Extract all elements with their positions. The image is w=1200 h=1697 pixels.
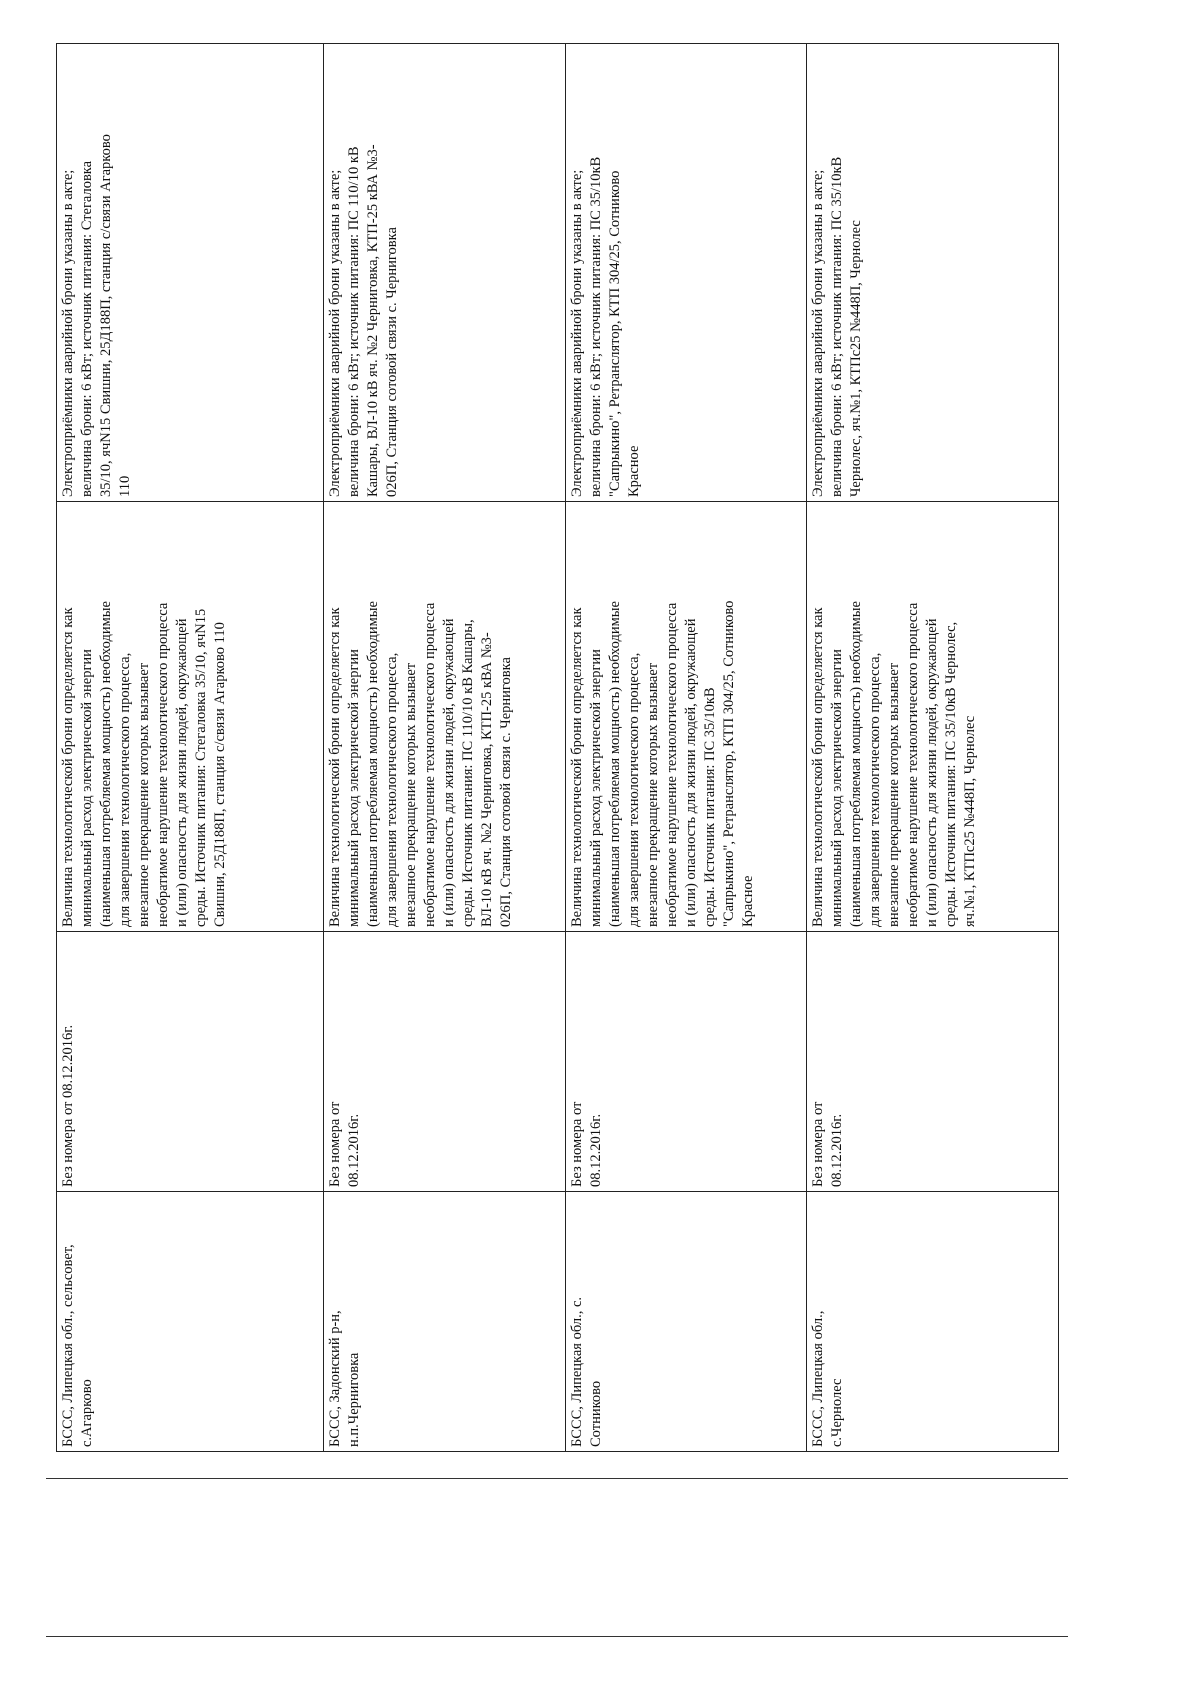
table-row xyxy=(324,44,566,1452)
cell-object: БССС, Задонский р-н, н.п.Черниговка xyxy=(324,1192,566,1452)
table-row xyxy=(566,44,807,1452)
rotated-document-page xyxy=(56,44,1059,1452)
divider-line xyxy=(46,1478,1068,1479)
cell-document: Без номера от 08.12.2016г. xyxy=(566,932,807,1192)
cell-emergency-reserve: Электроприёмники аварийной брони указаны в акте; величина брони: 6 кВт; источник питания: ПС 35/10кВ Чернолес, яч.№1, КТПс25 №448П, Чернолес xyxy=(807,44,1059,502)
reserve-table xyxy=(56,43,1059,1452)
cell-document: Без номера от 08.12.2016г. xyxy=(324,932,566,1192)
cell-object: БССС, Липецкая обл., с.Чернолес xyxy=(807,1192,1059,1452)
cell-document: Без номера от 08.12.2016г. xyxy=(807,932,1059,1192)
cell-emergency-reserve: Электроприёмники аварийной брони указаны в акте; величина брони: 6 кВт; источник питания: Стегаловка 35/10, ячN15 Свишни, 25Д188П, станция с/связи Агарково 110 xyxy=(57,44,324,502)
cell-tech-reserve: Величина технологической брони определяется как минимальный расход электрической энергии (наименьшая потребляемая мощность) необходимые для завершения технологического процесса, внезапное прекращение которых вызывает необратимое нарушение технологического процесса и (или) опасность для жизни людей, окружающей среды. Источник питания: ПС 35/10кВ "Сапрыкино", Ретранслятор, КТП 304/25, Сотниково Красное xyxy=(566,502,807,932)
table-row xyxy=(807,44,1059,1452)
cell-tech-reserve: Величина технологической брони определяется как минимальный расход электрической энергии (наименьшая потребляемая мощность) необходимые для завершения технологического процесса, внезапное прекращение которых вызывает необратимое нарушение технологического процесса и (или) опасность для жизни людей, окружающей среды. Источник питания: ПС 35/10кВ Чернолес, яч.№1, КТПс25 №448П, Чернолес xyxy=(807,502,1059,932)
cell-emergency-reserve: Электроприёмники аварийной брони указаны в акте; величина брони: 6 кВт; источник питания: ПС 110/10 кВ Кашары, ВЛ-10 кВ яч. №2 Черниговка, КТП-25 кВА №3- 026П, Станция сотовой связи с. Черниговка xyxy=(324,44,566,502)
cell-object: БССС, Липецкая обл., с. Сотниково xyxy=(566,1192,807,1452)
cell-document: Без номера от 08.12.2016г. xyxy=(57,932,324,1192)
cell-object: БССС, Липецкая обл., сельсовет, с.Агарково xyxy=(57,1192,324,1452)
cell-tech-reserve: Величина технологической брони определяется как минимальный расход электрической энергии (наименьшая потребляемая мощность) необходимые для завершения технологического процесса, внезапное прекращение которых вызывает необратимое нарушение технологического процесса и (или) опасность для жизни людей, окружающей среды. Источник питания: Стегаловка 35/10, ячN15 Свишни, 25Д188П, станция с/связи Агарково 110 xyxy=(57,502,324,932)
cell-emergency-reserve: Электроприёмники аварийной брони указаны в акте; величина брони: 6 кВт; источник питания: ПС 35/10кВ "Сапрыкино", Ретранслятор, КТП 304/25, Сотниково Красное xyxy=(566,44,807,502)
cell-tech-reserve: Величина технологической брони определяется как минимальный расход электрической энергии (наименьшая потребляемая мощность) необходимые для завершения технологического процесса, внезапное прекращение которых вызывает необратимое нарушение технологического процесса и (или) опасность для жизни людей, окружающей среды. Источник питания: ПС 110/10 кВ Кашары, ВЛ-10 кВ яч. №2 Черниговка, КТП-25 кВА №3- 026П, Станция сотовой связи с. Черниговка xyxy=(324,502,566,932)
table-row xyxy=(57,44,324,1452)
divider-line xyxy=(46,1636,1068,1637)
